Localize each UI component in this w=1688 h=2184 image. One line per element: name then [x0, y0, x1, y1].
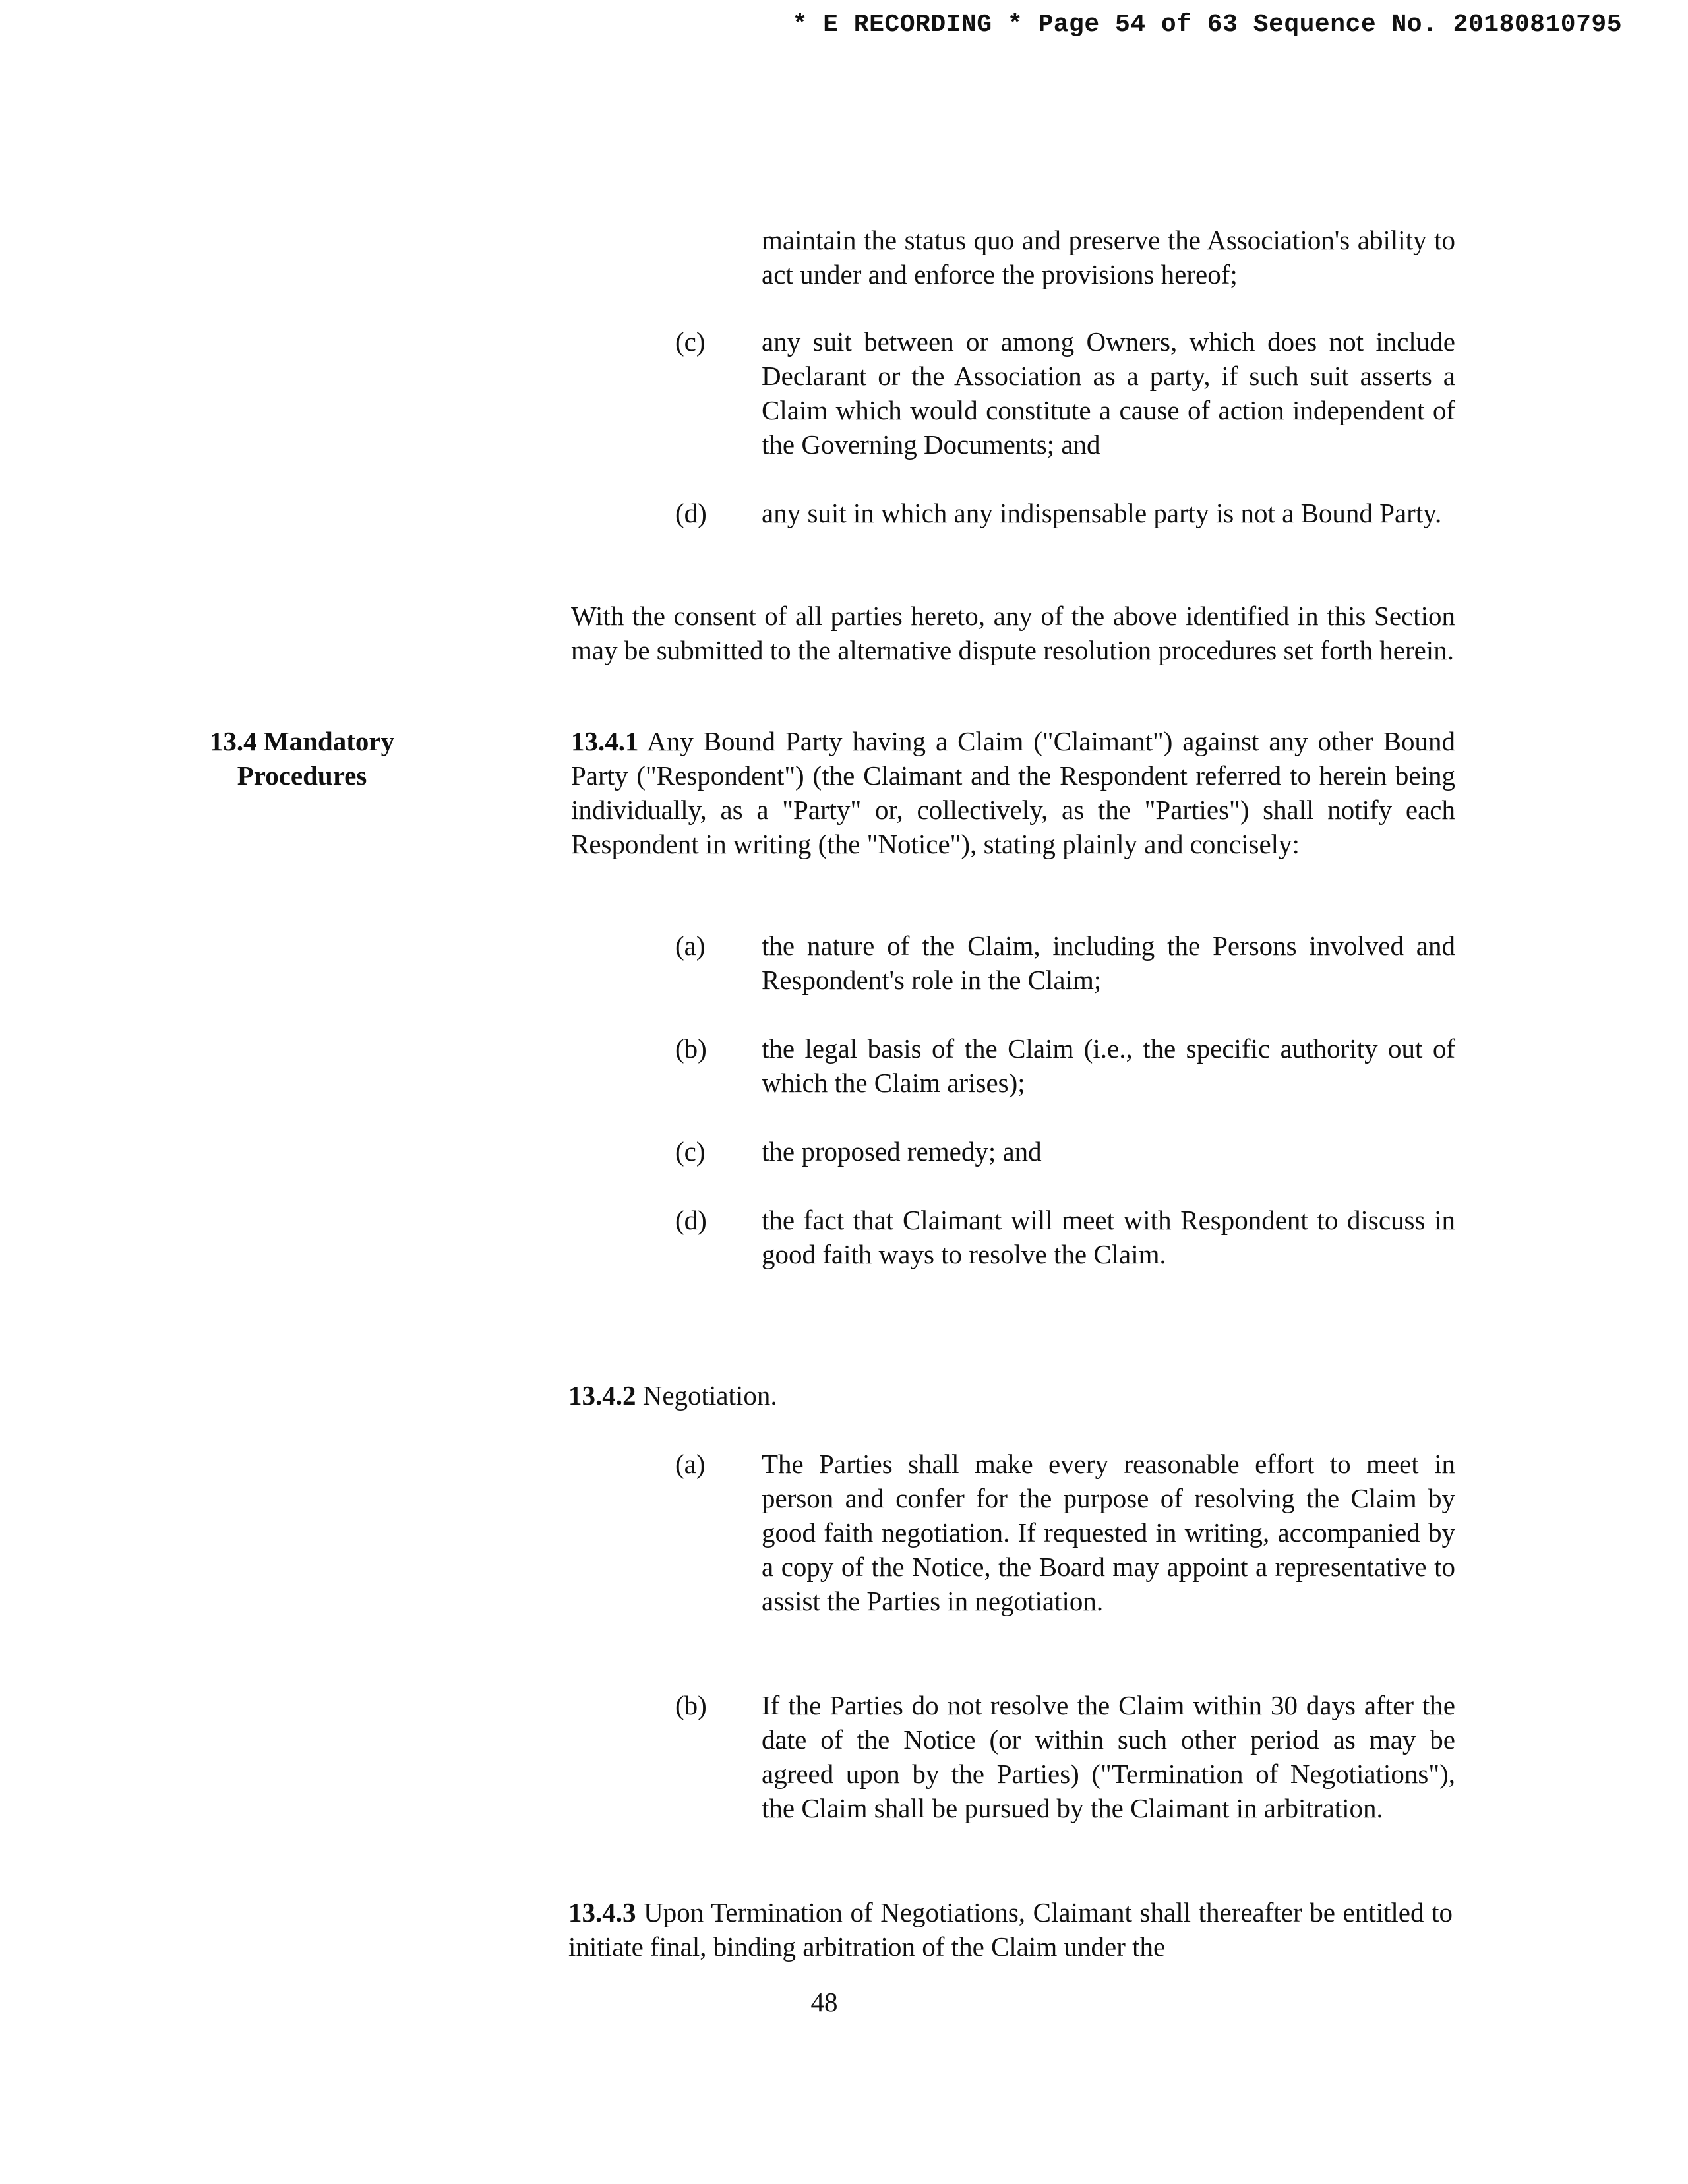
section-heading-line2: Procedures — [237, 760, 367, 791]
section-number: 13.4.1 — [571, 726, 639, 756]
section-number: 13.4.3 — [568, 1897, 636, 1927]
item-text: the legal basis of the Claim (i.e., the specific authority out of which the Claim arises); — [762, 1033, 1455, 1098]
item-label: (a) — [675, 930, 706, 961]
section-number: 13.4.2 — [568, 1380, 636, 1410]
section-text: Negotiation. — [636, 1380, 777, 1410]
item-label: (d) — [675, 498, 707, 528]
item-text: the proposed remedy; and — [762, 1136, 1042, 1167]
section-text: Any Bound Party having a Claim ("Claimant") against any other Bound Party ("Respondent") (the Claimant and the Respondent referred to herein being individually, as a "Party" or, collectively, as the "Parties") shall notify each Respondent in writing (the "Notice"), stating plainly and concisely: — [571, 726, 1455, 859]
item-label: (b) — [675, 1690, 707, 1720]
section-13-4-2 — [568, 1378, 1453, 1412]
item-label: (a) — [675, 1449, 706, 1479]
page-number: 48 — [810, 1987, 838, 2017]
item-text: The Parties shall make every reasonable effort to meet in person and confer for the purpose of resolving the Claim by good faith negotiation. If requested in writing, accompanied by a copy of the Notice, the Board may appoint a representative to assist the Parties in negotiation. — [762, 1449, 1455, 1616]
item-text: the nature of the Claim, including the Persons involved and Respondent's role in the Claim; — [762, 930, 1455, 995]
section-13-4-3 — [568, 1895, 1453, 1964]
recording-stamp: * E RECORDING * Page 54 of 63 Sequence No. 20180810795 — [792, 11, 1622, 39]
consent-paragraph: With the consent of all parties hereto, any of the above identified in this Section may be submitted to the alternative dispute resolution procedures set forth herein. — [571, 601, 1455, 665]
item-text: If the Parties do not resolve the Claim within 30 days after the date of the Notice (or within such other period as may be agreed upon by the Parties) ("Termination of Negotiations"), the Claim shall be pursued by the Claimant in arbitration. — [762, 1690, 1455, 1823]
item-text: the fact that Claimant will meet with Respondent to discuss in good faith ways to resolve the Claim. — [762, 1205, 1455, 1269]
section-text: Upon Termination of Negotiations, Claimant shall thereafter be entitled to initiate final, binding arbitration of the Claim under the — [568, 1897, 1453, 1962]
section-heading — [170, 724, 434, 793]
section-heading-line1: 13.4 Mandatory — [209, 726, 395, 756]
item-label: (c) — [675, 326, 706, 357]
item-label: (c) — [675, 1136, 706, 1167]
item-label: (d) — [675, 1205, 707, 1235]
section-13-4-1 — [571, 724, 1455, 861]
item-text: any suit between or among Owners, which does not include Declarant or the Association as a party, if such suit asserts a Claim which would constitute a cause of action independent of the Governing Documents; and — [762, 326, 1455, 460]
continuation-paragraph: maintain the status quo and preserve the Association's ability to act under and enforce the provisions hereof; — [762, 225, 1455, 289]
item-text: any suit in which any indispensable party is not a Bound Party. — [762, 498, 1442, 528]
item-label: (b) — [675, 1033, 707, 1064]
